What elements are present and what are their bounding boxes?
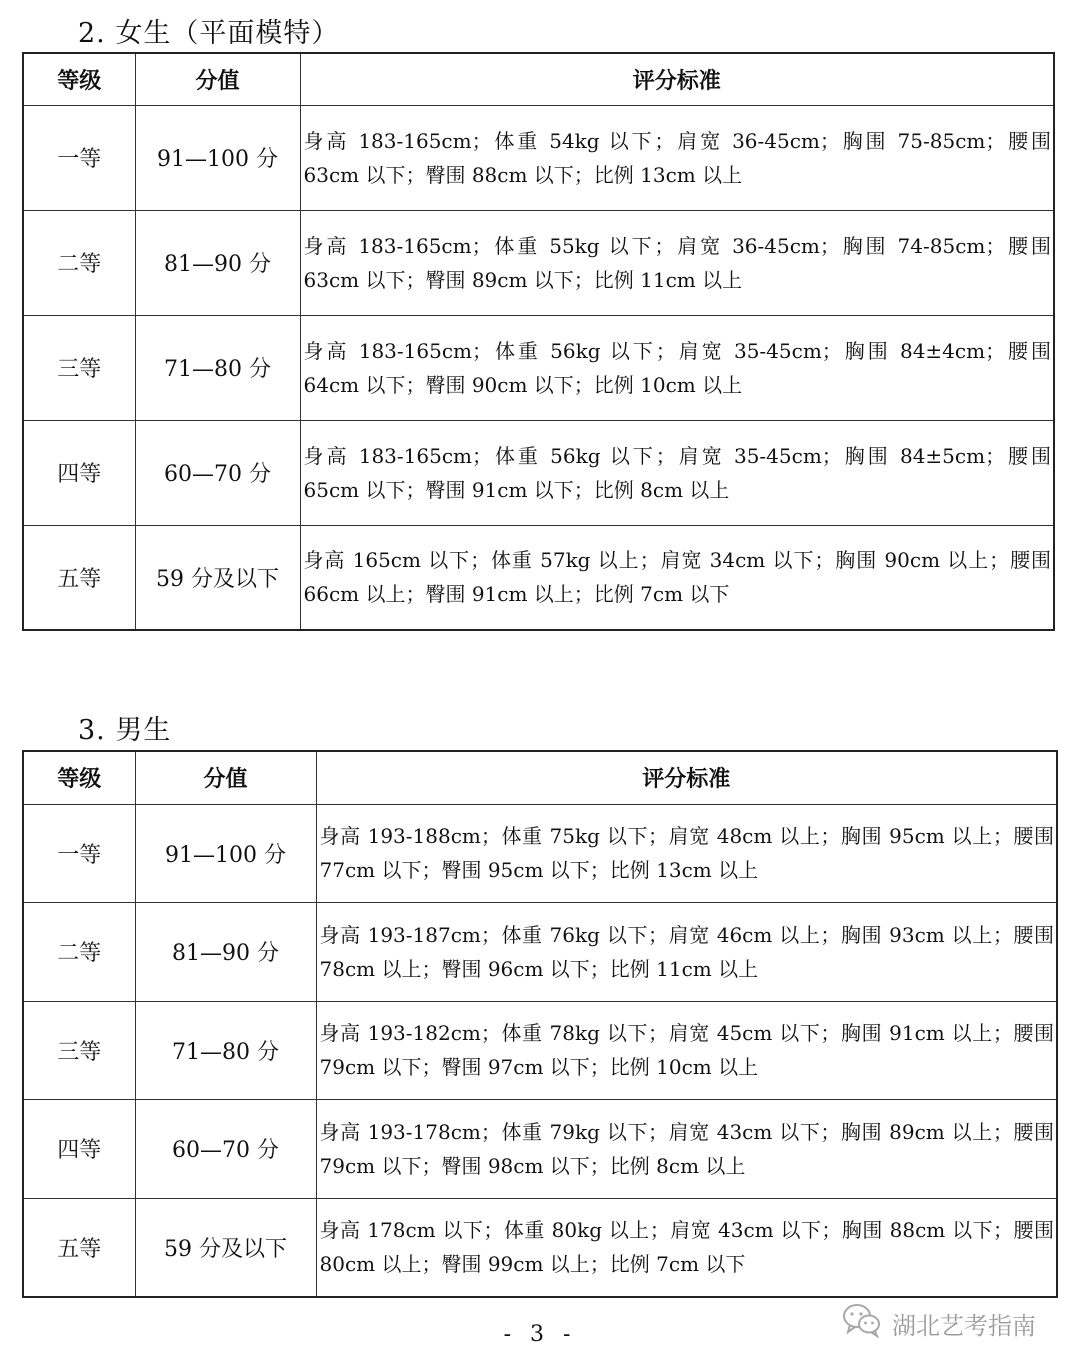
level-cell: 五等 [23,1198,135,1297]
score-cell: 60—70 分 [135,1100,316,1199]
header-criteria: 评分标准 [316,751,1057,804]
level-cell: 一等 [23,105,135,210]
level-cell: 一等 [23,804,135,903]
level-cell: 四等 [23,1100,135,1199]
table-row [23,903,1057,1002]
female-grading-table [22,52,1055,631]
level-cell: 二等 [23,210,135,315]
score-cell: 71—80 分 [135,1001,316,1100]
table-row [23,1198,1057,1297]
header-score: 分值 [135,751,316,804]
header-criteria: 评分标准 [300,53,1054,105]
criteria-cell: 身高 183-165cm；体重 56kg 以下；肩宽 35-45cm；胸围 84±5cm；腰围 65cm 以下；臀围 91cm 以下；比例 8cm 以上 [300,420,1054,525]
criteria-cell: 身高 193-178cm；体重 79kg 以下；肩宽 43cm 以下；胸围 89cm 以上；腰围 79cm 以下；臀围 98cm 以下；比例 8cm 以上 [316,1100,1057,1199]
table-row [23,1001,1057,1100]
score-cell: 59 分及以下 [135,1198,316,1297]
score-cell: 91—100 分 [135,105,300,210]
header-level: 等级 [23,53,135,105]
table-header-row [23,751,1057,804]
table-row [23,804,1057,903]
level-cell: 二等 [23,903,135,1002]
criteria-cell: 身高 193-182cm；体重 78kg 以下；肩宽 45cm 以下；胸围 91cm 以上；腰围 79cm 以下；臀围 97cm 以下；比例 10cm 以上 [316,1001,1057,1100]
score-cell: 59 分及以下 [135,525,300,630]
criteria-cell: 身高 193-188cm；体重 75kg 以下；肩宽 48cm 以上；胸围 95cm 以上；腰围 77cm 以下；臀围 95cm 以下；比例 13cm 以上 [316,804,1057,903]
header-score: 分值 [135,53,300,105]
header-level: 等级 [23,751,135,804]
watermark [842,1302,1036,1344]
table-row [23,315,1054,420]
criteria-cell: 身高 165cm 以下；体重 57kg 以上；肩宽 34cm 以下；胸围 90cm 以上；腰围 66cm 以上；臀围 91cm 以上；比例 7cm 以下 [300,525,1054,630]
criteria-cell: 身高 183-165cm；体重 55kg 以下；肩宽 36-45cm；胸围 74-85cm；腰围 63cm 以下；臀围 89cm 以下；比例 11cm 以上 [300,210,1054,315]
watermark-text: 湖北艺考指南 [892,1311,1036,1340]
level-cell: 三等 [23,1001,135,1100]
table-row [23,525,1054,630]
male-section-title: 3. 男生 [78,715,172,746]
table-header-row [23,53,1054,105]
criteria-cell: 身高 193-187cm；体重 76kg 以下；肩宽 46cm 以上；胸围 93cm 以上；腰围 78cm 以上；臀围 96cm 以下；比例 11cm 以上 [316,903,1057,1002]
table-row [23,420,1054,525]
level-cell: 五等 [23,525,135,630]
level-cell: 四等 [23,420,135,525]
table-row [23,1100,1057,1199]
score-cell: 60—70 分 [135,420,300,525]
score-cell: 91—100 分 [135,804,316,903]
score-cell: 71—80 分 [135,315,300,420]
table-row [23,105,1054,210]
criteria-cell: 身高 178cm 以下；体重 80kg 以上；肩宽 43cm 以下；胸围 88cm 以下；腰围 80cm 以上；臀围 99cm 以上；比例 7cm 以下 [316,1198,1057,1297]
score-cell: 81—90 分 [135,210,300,315]
male-grading-table [22,750,1058,1298]
wechat-icon [842,1302,882,1344]
page-number: - 3 - [503,1322,577,1347]
table-row [23,210,1054,315]
score-cell: 81—90 分 [135,903,316,1002]
female-section-title: 2. 女生（平面模特） [78,18,340,49]
criteria-cell: 身高 183-165cm；体重 54kg 以下；肩宽 36-45cm；胸围 75-85cm；腰围 63cm 以下；臀围 88cm 以下；比例 13cm 以上 [300,105,1054,210]
criteria-cell: 身高 183-165cm；体重 56kg 以下；肩宽 35-45cm；胸围 84±4cm；腰围 64cm 以下；臀围 90cm 以下；比例 10cm 以上 [300,315,1054,420]
level-cell: 三等 [23,315,135,420]
